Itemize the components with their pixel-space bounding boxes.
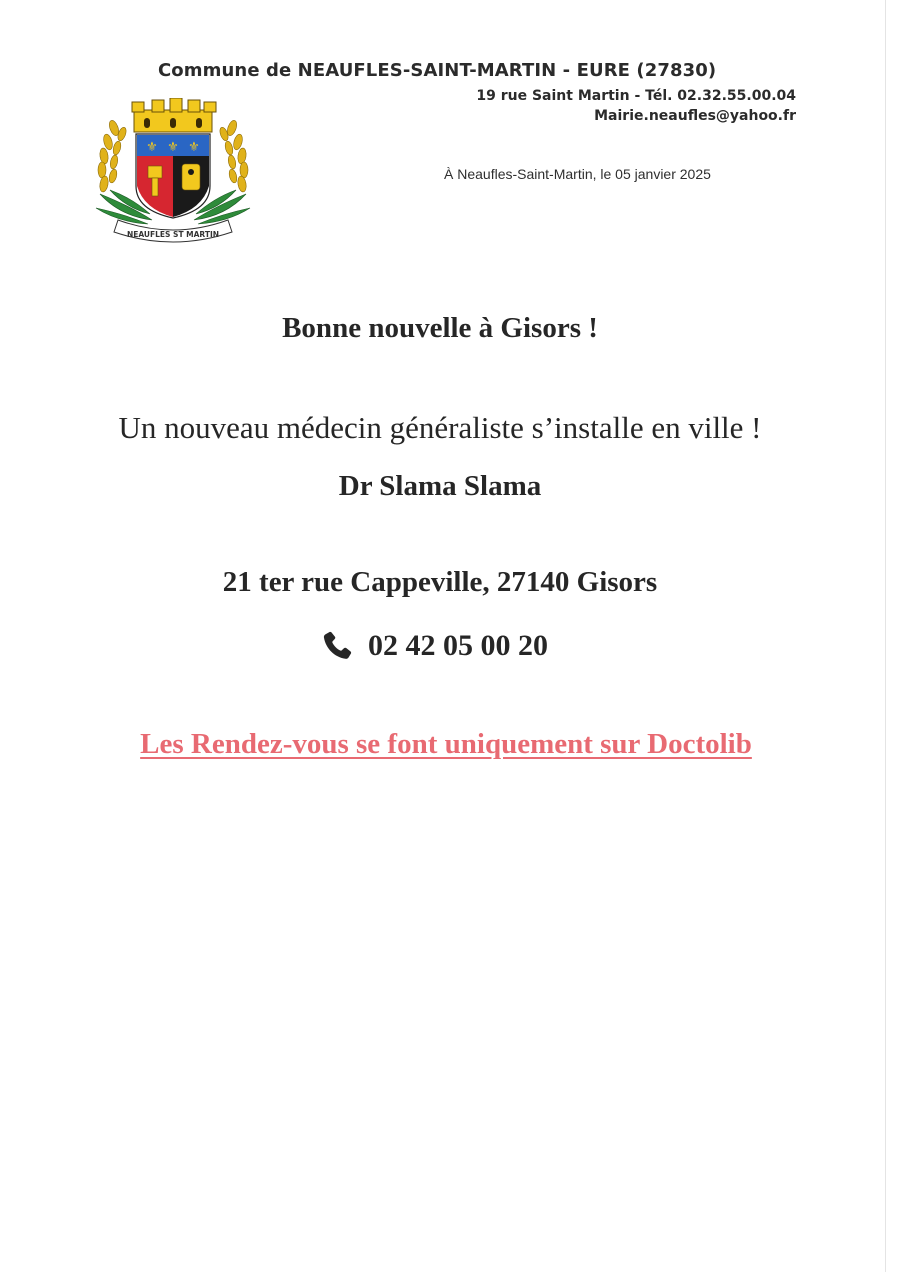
crest-ribbon-text: NEAUFLES ST MARTIN [126,230,220,239]
headline: Bonne nouvelle à Gisors ! [282,312,598,344]
phone-row [320,626,548,666]
svg-text:⚜: ⚜ [167,140,179,155]
svg-text:⚜: ⚜ [188,140,200,155]
svg-text:⚜: ⚜ [146,140,158,155]
coat-of-arms-logo [90,98,256,252]
commune-title: Commune de NEAUFLES-SAINT-MARTIN - EURE (27830) [158,60,717,81]
phone-icon [320,629,354,663]
town-hall-email[interactable]: Mairie.neaufles@yahoo.fr [594,108,796,124]
doctor-name: Dr Slama Slama [338,470,542,502]
scan-edge-line [885,0,886,1272]
announcement-text: Un nouveau médecin généraliste s’installe en ville ! [118,410,762,445]
practice-address: 21 ter rue Cappeville, 27140 Gisors [222,566,658,598]
date-line: À Neaufles-Saint-Martin, le 05 janvier 2025 [444,166,711,182]
town-hall-address-phone: 19 rue Saint Martin - Tél. 02.32.55.00.04 [476,88,796,104]
booking-notice-link[interactable]: Les Rendez-vous se font uniquement sur Doctolib [140,728,752,760]
phone-number[interactable]: 02 42 05 00 20 [368,629,548,662]
